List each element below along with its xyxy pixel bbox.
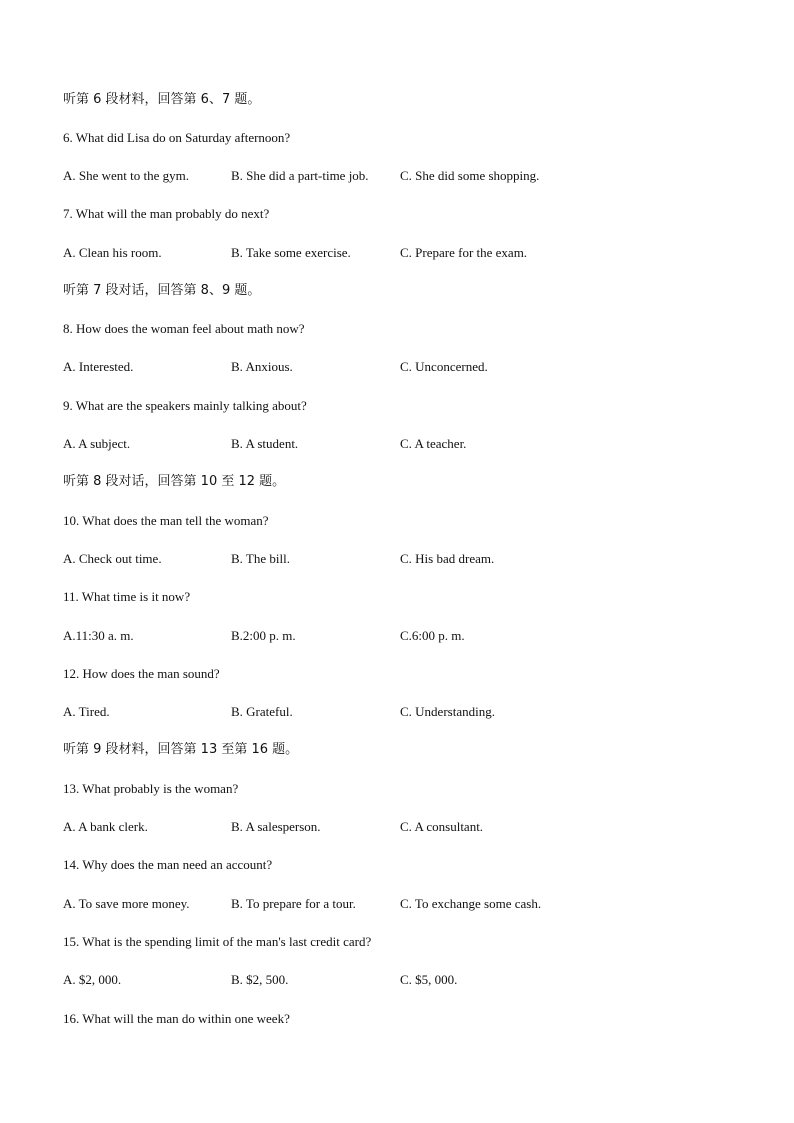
section-header: 听第 6 段材料，回答第 6、7 题。: [63, 92, 261, 107]
option-a: A. $2, 000.: [63, 972, 122, 987]
option-b: B. Take some exercise.: [231, 245, 351, 260]
option-a: A. To save more money.: [63, 896, 190, 911]
question-13-options: [63, 819, 743, 835]
option-a: A. Clean his room.: [63, 245, 162, 260]
question-14-options: [63, 896, 743, 912]
question-8-options: [63, 359, 743, 375]
section-header: 听第 9 段材料，回答第 13 至第 16 题。: [63, 742, 299, 757]
option-b: B.2:00 p. m.: [231, 628, 296, 643]
option-c: C. $5, 000.: [400, 972, 458, 987]
question-9: 9. What are the speakers mainly talking about?: [63, 398, 307, 413]
question-10: 10. What does the man tell the woman?: [63, 513, 269, 528]
question-15-options: [63, 972, 743, 988]
question-11-options: [63, 628, 743, 644]
option-b: B. $2, 500.: [231, 972, 289, 987]
question-6: 6. What did Lisa do on Saturday afternoon?: [63, 130, 291, 145]
option-b: B. A salesperson.: [231, 819, 321, 834]
option-a: A. A bank clerk.: [63, 819, 148, 834]
option-a: A. Tired.: [63, 704, 110, 719]
question-9-options: [63, 436, 743, 452]
option-c: C. To exchange some cash.: [400, 896, 542, 911]
option-c: C. A consultant.: [400, 819, 484, 834]
option-b: B. Anxious.: [231, 359, 293, 374]
question-16: 16. What will the man do within one week?: [63, 1011, 290, 1026]
question-7: 7. What will the man probably do next?: [63, 206, 270, 221]
question-6-options: [63, 168, 743, 184]
section-header: 听第 7 段对话，回答第 8、9 题。: [63, 283, 261, 298]
option-a: A. She went to the gym.: [63, 168, 190, 183]
question-12-options: [63, 704, 743, 720]
option-a: A. Check out time.: [63, 551, 162, 566]
option-c: C. His bad dream.: [400, 551, 495, 566]
option-c: C. Prepare for the exam.: [400, 245, 528, 260]
question-14: 14. Why does the man need an account?: [63, 857, 273, 872]
question-8: 8. How does the woman feel about math now?: [63, 321, 305, 336]
option-b: B. To prepare for a tour.: [231, 896, 356, 911]
question-10-options: [63, 551, 743, 567]
option-b: B. Grateful.: [231, 704, 293, 719]
option-b: B. A student.: [231, 436, 299, 451]
question-13: 13. What probably is the woman?: [63, 781, 239, 796]
option-c: C. Understanding.: [400, 704, 495, 719]
question-15: 15. What is the spending limit of the man's last credit card?: [63, 934, 372, 949]
question-7-options: [63, 245, 743, 261]
question-11: 11. What time is it now?: [63, 589, 191, 604]
option-b: B. She did a part-time job.: [231, 168, 369, 183]
option-c: C. A teacher.: [400, 436, 467, 451]
option-a: A.11:30 a. m.: [63, 628, 134, 643]
question-12: 12. How does the man sound?: [63, 666, 220, 681]
option-c: C.6:00 p. m.: [400, 628, 465, 643]
option-b: B. The bill.: [231, 551, 290, 566]
option-a: A. A subject.: [63, 436, 131, 451]
option-a: A. Interested.: [63, 359, 134, 374]
option-c: C. Unconcerned.: [400, 359, 488, 374]
section-header: 听第 8 段对话，回答第 10 至 12 题。: [63, 474, 286, 489]
option-c: C. She did some shopping.: [400, 168, 540, 183]
